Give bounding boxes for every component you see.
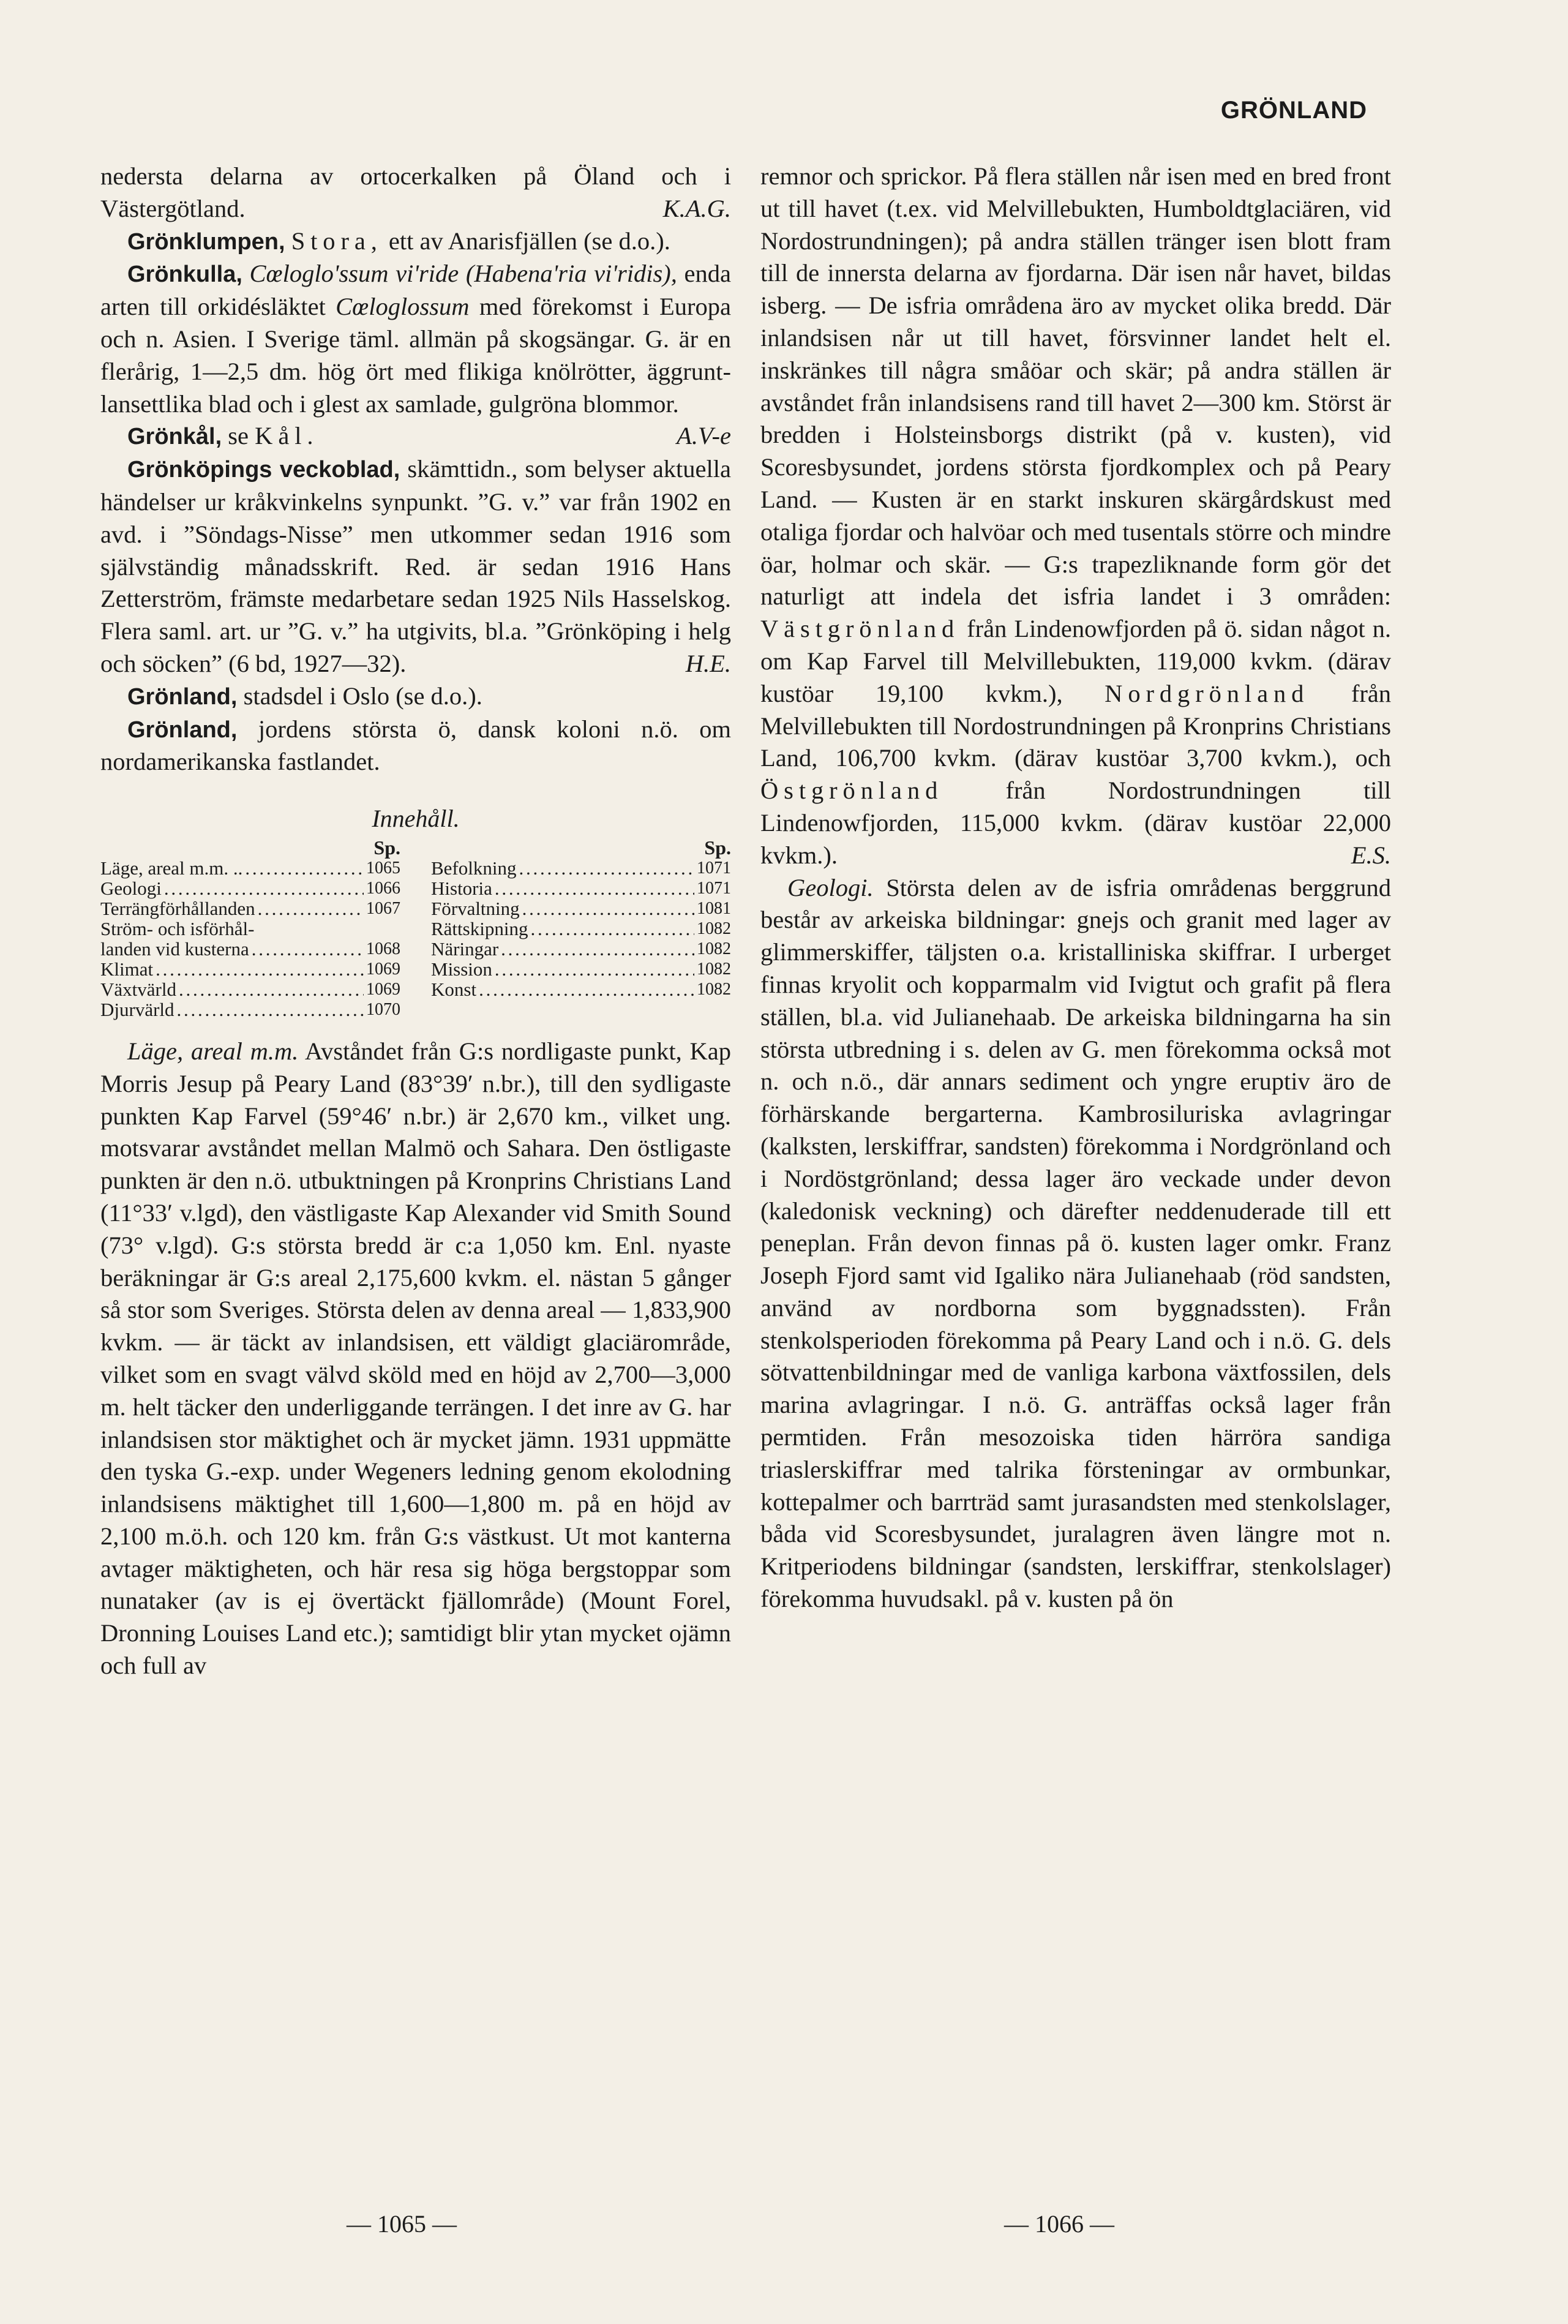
toc-row <box>431 898 731 919</box>
toc-page-number: 1067 <box>366 898 400 918</box>
entry-text: skämttidn., som belyser aktuella händelser ur kråkvinkelns synpunkt. ”G. v.” var från 1902 en avd. i ”Söndags-Nisse” men utkommer sedan 1916 som självständig månadsskrift. Red. är sedan 1916 Hans Zetterström, främste medarbetare sedan 1925 Nils Hasselskog. Flera saml. art. ur ”G. v.” ha utgivits, bl.a. ”Grönköping i helg och söcken” (6 bd, 1927—32). <box>100 455 732 677</box>
toc-page-number: 1081 <box>697 898 731 918</box>
author-signature: K.A.G. <box>662 194 731 222</box>
toc-page-number: 1082 <box>697 979 731 999</box>
continued-paragraph <box>760 160 1391 872</box>
toc-page-number: 1082 <box>697 939 731 958</box>
toc-row <box>431 919 731 939</box>
toc-label: Förvaltning <box>431 897 520 919</box>
author-signature: H.E. <box>685 649 731 677</box>
toc-column-left <box>100 838 400 1020</box>
paragraph-text: från Nordostrundningen till Lindenowfjorden, 115,000 kvkm. (därav kustöar 22,000 kvkm.). <box>760 777 1392 869</box>
toc-leader <box>530 919 694 939</box>
toc-leader <box>156 959 364 979</box>
toc-column-header: Sp. <box>704 836 731 859</box>
entry-headword: Grönkål, <box>127 424 222 450</box>
cross-reference: Kål. <box>255 422 319 450</box>
toc-page-number: 1069 <box>366 979 400 999</box>
paragraph-text: nedersta delarna av ortocerkalken på Öland och i Västergötland. <box>100 162 731 222</box>
toc-leader <box>501 939 694 959</box>
toc-column-header: Sp. <box>373 836 400 859</box>
toc-label: Mission <box>431 958 492 980</box>
entry-headword: Grönkulla, <box>127 261 242 288</box>
page-number-left: — 1065 — <box>347 2210 457 2238</box>
toc-row <box>100 999 400 1020</box>
entry-headword: Grönland, <box>127 716 238 743</box>
toc-title: Innehåll. <box>372 805 460 833</box>
section-heading: Läge, areal m.m. <box>127 1037 299 1065</box>
toc-leader <box>495 878 694 898</box>
entry-text: ett av Anarisfjällen (se d.o.). <box>388 227 670 255</box>
entry-headword: Grönklumpen, <box>127 228 285 255</box>
toc-page-number: 1069 <box>366 959 400 979</box>
toc-label: Terrängförhållanden <box>100 897 255 919</box>
toc-row <box>431 979 731 999</box>
toc-leader <box>177 999 364 1020</box>
toc-page-number: 1065 <box>366 858 400 878</box>
entry-text: enda arten till orkidésläktet <box>100 260 731 321</box>
entry-text: jordens största ö, dansk koloni n.ö. om nordamerikanska fastlandet. <box>100 715 731 776</box>
table-of-contents <box>100 838 731 1020</box>
toc-label: Geologi <box>100 877 162 899</box>
toc-row <box>100 919 400 939</box>
toc-row <box>100 959 400 979</box>
toc-row <box>431 939 731 959</box>
entry-gronkal <box>100 420 731 453</box>
toc-page-number: 1068 <box>366 939 400 958</box>
latin-name: Cœloglo'ssum vi'ride (Habena'ria vi'ridis), <box>249 260 677 288</box>
page-number-right: — 1066 — <box>1004 2210 1114 2238</box>
toc-page-number: 1070 <box>366 999 400 1019</box>
toc-row <box>100 979 400 999</box>
section-heading: Geologi. <box>787 873 874 901</box>
toc-label: Historia <box>431 877 492 899</box>
paragraph-text: från Lindenowfjorden på ö. sidan något n. om Kap Farvel till Melvillebukten, 119,000 kvkm. (därav kustöar 19,100 kvkm.), <box>760 615 1392 707</box>
author-signature: E.S. <box>1351 841 1391 869</box>
entry-gronklumpen <box>100 225 731 258</box>
toc-leader <box>164 878 364 898</box>
region-name: Östgrönland <box>760 777 943 805</box>
continued-paragraph <box>100 160 731 225</box>
spaced-text: Stora, <box>291 227 383 255</box>
paragraph-text: remnor och sprickor. På flera ställen når isen med en bred front ut till havet (t.ex. vid Melvillebukten, Humboldtglaciären, vid Nordostrundningen); på andra ställen tränger isen blott fram till de innersta delarna av fjordarna. Där isen når havet, bildas isberg. — De isfria områdena äro av mycket olika bredd. Där inlandsisen når ut till havet, försvinner landet helt el. inskränkes till några småöar och skär; på andra ställen är avståndet från inlandsisens rand till havet 2—300 km. Störst är bredden i Holsteinsborgs distrikt (på v. kusten), vid Scoresbysundet, jordens största fjordkomplex och på Peary Land. — Kusten är en starkt inskuren skärgårdskust med otaliga fjordar och halvöar och med tusentals större och mindre öar, holmar och skär. — G:s trapezliknande form gör det naturligt att indela det isfria landet i 3 områden: <box>760 162 1391 611</box>
toc-row <box>431 858 731 878</box>
toc-label: Konst <box>431 978 477 1000</box>
entry-gronland-oslo <box>100 680 731 713</box>
left-column <box>100 160 731 1682</box>
toc-leader <box>245 858 364 878</box>
entry-text: se <box>228 422 249 450</box>
toc-leader <box>519 858 695 878</box>
author-signature: A.V-e <box>677 422 731 450</box>
region-name: Västgrönland <box>760 615 960 643</box>
toc-label: Läge, areal m.m. .. <box>100 857 243 879</box>
toc-page-number: 1071 <box>697 858 731 878</box>
toc-leader <box>522 898 694 919</box>
running-head: GRÖNLAND <box>1220 97 1367 124</box>
section-text: Avståndet från G:s nordligaste punkt, Kap Morris Jesup på Peary Land (83°39′ n.br.), till den sydligaste punkten Kap Farvel (59°46′ n.br.) är 2,670 km., vilket ung. motsvarar avståndet mellan Malmö och Sahara. Den östligaste punkten är den n.ö. utbuktningen på Kronprins Christians Land (11°33′ v.lgd), den västligaste Kap Alexander vid Smith Sound (73° v.lgd). G:s största bredd är c:a 1,050 km. Enl. nyaste beräkningar är G:s areal 2,175,600 kvkm. el. nästan 5 gånger så stor som Sveriges. Största delen av denna areal — 1,833,900 kvkm. — är täckt av inlandsisen, ett väldigt glaciärområde, vilket som en svagt välvd sköld med en höjd av 2,700—3,000 m. helt täcker den underliggande terrängen. I det inre av G. har inlandsisen stor mäktighet och är mycket jämn. 1931 uppmätte den tyska G.-exp. under Wegeners ledning genom ekolodning inlandsisens mäktighet till 1,600—1,800 m. på en höjd av 2,100 m.ö.h. och 120 km. från G:s västkust. Ut mot kanterna avtager mäktigheten, och här resa sig höga bergstoppar som nunataker (av is ej övertäckt fjällområde) (Mount Forel, Dronning Louises Land etc.); samtidigt blir ytan mycket ojämn och full av <box>100 1037 732 1680</box>
region-name: Nordgrönland <box>1105 679 1310 707</box>
entry-headword: Grönköpings veckoblad, <box>127 457 400 483</box>
toc-leader <box>495 959 694 979</box>
toc-row <box>100 858 400 878</box>
toc-leader <box>479 979 694 999</box>
toc-row <box>100 878 400 898</box>
toc-label: Näringar <box>431 938 499 960</box>
toc-label: Växtvärld <box>100 978 176 1000</box>
entry-gronkopings-veckoblad <box>100 453 731 680</box>
section-text: Största delen av de isfria områdenas berggrund består av arkeiska bildningar: gnejs och granit med lager av glimmerskiffer, täljsten o.a. kristalliniska skiffrar. I urberget finnas kryolit och kopparmalm vid Ivigtut och grafit på flera ställen, bl.a. vid Julianehaab. De arkeiska bildningarna ha sin största utbredning i s. delen av G. men förekomma också mot n. och n.ö., där annars sediment och yngre eruptiv äro de förhärskande bergarterna. Kambrosiluriska avlagringar (kalksten, lerskiffrar, sandsten) förekomma i Nordgrönland och i Nordöstgrönland; dessa lager äro veckade under devon (kaledonisk veckning) och därefter neddenuderade till ett peneplan. Från devon finnas på ö. kusten lager omkr. Franz Joseph Fjord samt vid Igaliko nära Julianehaab (röd sandsten, använd av nordborna som byggnadssten). Från stenkolsperioden förekomma på Peary Land och i n.ö. G. dels sötvattenbildningar med de vanliga karbona växtfossilen, dels marina avlagringar. I n.ö. G. anträffas också lager från permtiden. Från mesozoiska tiden härröra sandiga triaslerskiffrar med talrika försteningar av ormbunkar, kottepalmer och barrträd samt jurasandsten med stenkolslager, båda vid Scoresbysundet, juralagren även längre mot n. Kritperiodens bildningar (sandsten, lerskiffrar, stenkolslager) förekomma huvudsakl. på v. kusten på ön <box>760 873 1391 1613</box>
toc-page-number: 1066 <box>366 878 400 898</box>
toc-leader <box>258 898 364 919</box>
toc-leader <box>179 979 364 999</box>
section-geologi <box>760 872 1391 1615</box>
entry-headword: Grönland, <box>127 683 238 710</box>
toc-page-number: 1071 <box>697 878 731 898</box>
genus-name: Cœloglossum <box>336 293 470 321</box>
toc-label: Ström- och isförhål- <box>100 917 255 939</box>
toc-leader <box>252 939 364 959</box>
paragraph-text: från Melvillebukten till Nordostrundningen på Kronprins Christians Land, 106,700 kvkm. (därav kustöar 3,700 kvkm.), och <box>760 679 1392 772</box>
toc-column-right <box>431 838 731 1020</box>
toc-page-number: 1082 <box>697 919 731 938</box>
entry-gronland-main <box>100 713 731 779</box>
toc-row <box>100 939 400 959</box>
toc-label: Djurvärld <box>100 998 174 1020</box>
toc-label: Rättskipning <box>431 917 528 939</box>
right-column <box>760 160 1391 1615</box>
toc-label: Klimat <box>100 958 154 980</box>
toc-row <box>431 959 731 979</box>
toc-label: landen vid kusterna <box>100 938 249 960</box>
entry-text: stadsdel i Oslo (se d.o.). <box>243 682 482 710</box>
toc-label: Befolkning <box>431 857 517 879</box>
entry-text: med förekomst i Europa och n. Asien. I Sverige täml. allmän på skogsängar. G. är en flerårig, 1—2,5 dm. hög ört med flikiga knölrötter, äggrunt-lansettlika blad och i glest ax samlade, gulgröna blommor. <box>100 293 731 418</box>
toc-page-number: 1082 <box>697 959 731 979</box>
toc-row <box>431 878 731 898</box>
toc-row <box>100 898 400 919</box>
section-lage-areal <box>100 1036 731 1682</box>
